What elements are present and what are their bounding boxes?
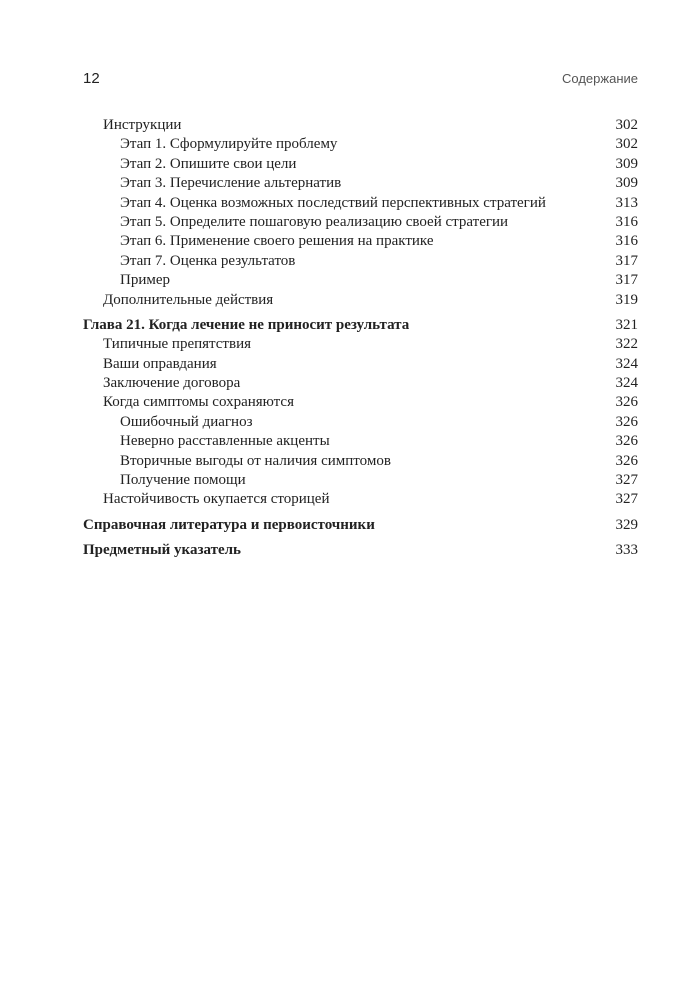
toc-entry-title: Этап 2. Опишите свои цели xyxy=(120,155,297,172)
toc-entry-page: 322 xyxy=(615,336,638,353)
toc-entry-page: 309 xyxy=(615,155,638,172)
toc-entry-title: Пример xyxy=(120,272,171,289)
toc-entry-page: 326 xyxy=(615,394,638,411)
toc-entry xyxy=(83,393,638,412)
page-number: 12 xyxy=(83,70,100,87)
running-head xyxy=(83,70,638,90)
toc-entry xyxy=(83,413,638,432)
toc-entry xyxy=(83,135,638,154)
toc-entry-page: 302 xyxy=(615,136,638,153)
toc-entry-page: 333 xyxy=(615,542,638,559)
toc-entry-page: 321 xyxy=(615,316,638,333)
toc-entry xyxy=(83,355,638,374)
toc-entry-page: 317 xyxy=(615,252,638,269)
toc-chapter-entry xyxy=(83,316,638,335)
toc-entry xyxy=(83,291,638,310)
toc-entry-title: Ошибочный диагноз xyxy=(120,413,253,430)
toc-entry xyxy=(83,452,638,471)
toc-entry xyxy=(83,252,638,271)
toc-entry xyxy=(83,432,638,451)
toc-entry-page: 302 xyxy=(615,117,638,133)
toc-entry xyxy=(83,116,638,135)
toc-entry-page: 326 xyxy=(615,413,638,430)
toc-entry-title: Этап 5. Определите пошаговую реализацию своей стратегии xyxy=(120,213,509,230)
toc-entry-title: Когда симптомы сохраняются xyxy=(103,394,294,411)
toc-entry xyxy=(83,194,638,213)
table-of-contents xyxy=(83,116,638,561)
toc-entry-title: Заключение договора xyxy=(103,375,241,392)
toc-entry-page: 324 xyxy=(615,355,638,372)
toc-entry-title: Предметный указатель xyxy=(83,542,241,559)
toc-entry xyxy=(83,213,638,232)
toc-entry-page: 327 xyxy=(615,472,638,489)
toc-entry-title: Глава 21. Когда лечение не приносит результата xyxy=(83,316,410,333)
toc-chapter-entry xyxy=(83,541,638,560)
toc-entry-title: Вторичные выгоды от наличия симптомов xyxy=(120,452,391,469)
toc-entry-page: 326 xyxy=(615,452,638,469)
toc-entry-title: Этап 7. Оценка результатов xyxy=(120,252,296,269)
toc-entry-title: Этап 6. Применение своего решения на практике xyxy=(120,233,434,250)
toc-entry xyxy=(83,335,638,354)
toc-entry xyxy=(83,271,638,290)
toc-entry-page: 329 xyxy=(615,516,638,533)
section-title: Содержание xyxy=(562,71,638,86)
toc-entry-page: 316 xyxy=(615,233,638,250)
toc-entry-title: Дополнительные действия xyxy=(103,291,274,308)
toc-entry-title: Справочная литература и первоисточники xyxy=(83,516,375,533)
toc-entry xyxy=(83,490,638,509)
toc-chapter-entry xyxy=(83,516,638,535)
toc-entry xyxy=(83,174,638,193)
toc-entry-title: Типичные препятствия xyxy=(103,336,252,353)
toc-entry-page: 313 xyxy=(615,194,638,211)
toc-entry-page: 319 xyxy=(615,291,638,308)
toc-entry-page: 327 xyxy=(615,491,638,508)
toc-entry xyxy=(83,471,638,490)
toc-entry-title: Этап 4. Оценка возможных последствий перспективных стратегий xyxy=(120,194,546,211)
toc-entry-title: Инструкции xyxy=(103,117,182,133)
toc-entry xyxy=(83,374,638,393)
toc-entry-title: Настойчивость окупается сторицей xyxy=(103,491,330,508)
toc-entry-page: 316 xyxy=(615,213,638,230)
toc-entry-title: Неверно расставленные акценты xyxy=(120,433,330,450)
toc-entry-page: 309 xyxy=(615,175,638,192)
toc-entry xyxy=(83,232,638,251)
toc-entry-title: Получение помощи xyxy=(120,472,246,489)
toc-entry-title: Этап 3. Перечисление альтернатив xyxy=(120,175,342,192)
toc-entry-page: 324 xyxy=(615,375,638,392)
toc-entry-title: Ваши оправдания xyxy=(103,355,217,372)
toc-entry-title: Этап 1. Сформулируйте проблему xyxy=(120,136,338,153)
toc-entry-page: 317 xyxy=(615,272,638,289)
toc-entry xyxy=(83,155,638,174)
toc-entry-page: 326 xyxy=(615,433,638,450)
